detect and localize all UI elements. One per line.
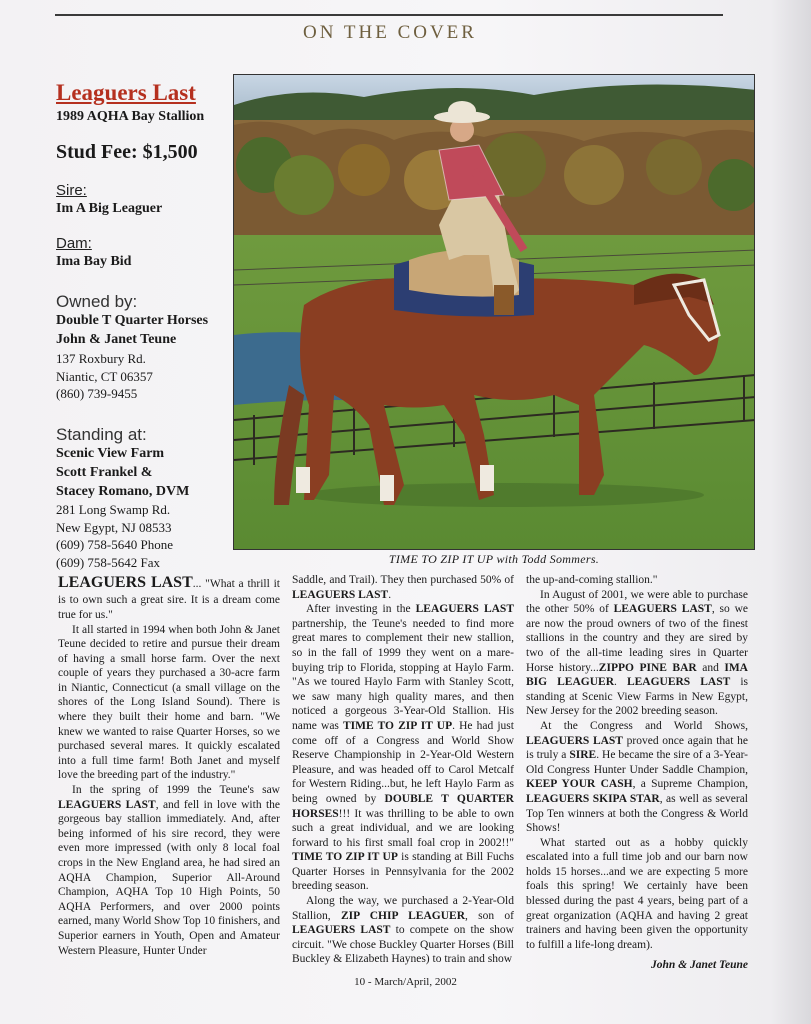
p4-text-e: . He had just come off of a Congress and World Show Reserve Championship in 2-Year-Old Western Pleasure, and was headed off to Carol Metcalf for Western Riding...but, he left Haylo Farm as being owned by	[292, 719, 514, 805]
paragraph-1: It all started in 1994 when both John & Janet Teune decided to retire and pursue their dream of having a small horse farm. Over the next couple of years they purchased a 30-acre farm in Niantic, Connecticut (a small village on the shores of the Long Island Sound). There is where they built their home and barn. "We knew we wanted to raise Quarter Horses, so we purchased several mares. It quickly escalated into a full time farm! Both Janet and myself love the breeding part of the industry."	[58, 623, 280, 782]
standing-street: 281 Long Swamp Rd.	[56, 502, 171, 518]
p4-text-g: !!! It was thrilling to be able to own such a great individual, and we are looking forward to his first small foal crop in 2002!!"	[292, 807, 514, 849]
cover-photo	[233, 74, 755, 550]
standing-fax: (609) 758-5642 Fax	[56, 555, 160, 571]
section-header: ON THE COVER	[303, 22, 477, 43]
article-body	[58, 573, 748, 973]
p7-bold-b: LEAGUERS LAST	[613, 603, 712, 616]
paragraph-6: the up-and-coming stallion."	[526, 574, 658, 586]
dam-label: Dam:	[56, 235, 92, 253]
p8-bold-b: LEAGUERS LAST	[526, 734, 623, 747]
p7-text-i: is standing at Scenic View Farms in New Egypt, New Jersey for the 2002 breeding season.	[526, 676, 749, 718]
p7-bold-h: LEAGUERS LAST	[626, 676, 731, 689]
paragraph-7	[526, 588, 748, 719]
p8-bold-h: LEAGUERS SKIPA STAR	[526, 792, 660, 805]
owned-by-label: Owned by:	[56, 292, 138, 312]
p4-bold-b: LEAGUERS LAST	[415, 603, 514, 616]
lead-text: ... "What a thrill it is to own such a great sire. It is a dream come true for us."	[58, 578, 281, 621]
p4-text-c: partnership, the Teune's needed to find more great mares to complement their new stallion, so in the fall of 1999 they went on a mare-buying trip to Florida, stopping at Haylo Farm. "As we toured Haylo Farm with Stanley Scott, we saw many high quality mares, and then noticed a gorgeous 3-Year-Old Stallion. His name was	[292, 617, 514, 732]
p4-text-a: After investing in the	[306, 603, 416, 616]
p5-text-e: to compete on the show circuit. "We chose Buckley Quarter Horses (Bill Buckley & Elizabeth Haynes) to train and show	[292, 924, 514, 966]
paragraph-4	[292, 602, 514, 894]
p4-bold-f: DOUBLE T QUARTER HORSES	[292, 792, 514, 820]
standing-at-label: Standing at:	[56, 424, 147, 444]
p2-text-c: , and fell in love with the gorgeous bay stallion immediately. And, after being informed of his sire record, they were even more impressed (with only 8 local foal crops in the New England area, he had sired an AQHA Champion, Superior All-Around Champion, AQHA Top 10 High Points, 50 AQHA Performers, and over 2000 points earned, many World Show Top 10 finishers, and Superior earners in Youth, Open and Amateur Western Pleasure, Hunter Under	[58, 798, 280, 957]
p8-text-a: At the Congress and World Shows,	[540, 719, 748, 732]
paragraph-8	[526, 719, 748, 836]
p7-text-a: In August of 2001, we were able to purchase the other 50% of	[526, 588, 748, 616]
owner-names: John & Janet Teune	[56, 332, 177, 348]
p2-text-a: In the spring of 1999 the Teune's saw	[72, 784, 280, 797]
lead-title: LEAGUERS LAST	[58, 574, 193, 591]
paragraph-9: What started out as a hobby quickly escalated into a full time job and our barn now holds 15 horses...and we are expecting 5 more foals this spring! We certainly have been blessed during the past 4 years, being part of a great organization (AQHA and having 2 great trainers and having been given the opportunity to fulfill a life-long dream).	[526, 836, 748, 951]
paragraph-2	[58, 783, 280, 958]
paragraph-5	[292, 894, 514, 967]
p8-text-e: . He became the sire of a 3-Year-Old Congress Hunter Under Saddle Champion,	[526, 749, 748, 776]
paragraph-3	[292, 573, 514, 602]
p5-bold-d: LEAGUERS LAST	[292, 924, 391, 937]
standing-city: New Egypt, NJ 08533	[56, 519, 172, 535]
horse-subtitle: 1989 AQHA Bay Stallion	[56, 109, 205, 125]
stud-fee: Stud Fee: $1,500	[56, 141, 198, 164]
p8-text-g: , a Supreme Champion,	[632, 778, 748, 791]
p3-bold-b: LEAGUERS LAST	[292, 588, 389, 601]
owner-city: Niantic, CT 06357	[56, 368, 153, 384]
p2-bold-b: LEAGUERS LAST	[58, 798, 156, 811]
p7-text-c: , so we are now the proud owners of two of the finest stallions in the country and they are sired by two of the all-time leading sires in Quarter Horse history...	[526, 603, 749, 674]
article-column-3	[526, 573, 748, 973]
p7-text-g: .	[614, 676, 627, 689]
p7-bold-f: IMA BIG LEAGUER	[526, 661, 748, 689]
p4-text-i: is standing at Bill Fuchs Quarter Horses in Pennsylvania for the 2002 breeding season.	[292, 851, 514, 893]
p5-bold-b: ZIP CHIP LEAGUER	[340, 909, 466, 922]
standing-name-1: Scott Frankel &	[56, 464, 153, 480]
p3-text-a: Saddle, and Trail). They then purchased 50% of	[292, 574, 514, 586]
horse-name: Leaguers Last	[56, 80, 196, 105]
article-lead	[58, 573, 280, 623]
p3-text-c: .	[388, 588, 392, 601]
p8-text-i: , as well as several Top Ten winners at both the Congress & World Shows!	[526, 792, 748, 835]
p7-bold-d: ZIPPO PINE BAR	[598, 661, 697, 674]
standing-name-2: Stacey Romano, DVM	[56, 483, 190, 499]
owner-phone: (860) 739-9455	[56, 386, 138, 402]
standing-farm: Scenic View Farm	[56, 445, 165, 461]
p5-text-c: , son of	[465, 909, 514, 922]
owner-street: 137 Roxbury Rd.	[56, 351, 146, 367]
sire-value: Im A Big Leaguer	[56, 201, 163, 217]
article-column-1	[58, 573, 280, 973]
page-footer: 10 - March/April, 2002	[354, 976, 457, 988]
p7-text-e: and	[696, 661, 725, 674]
standing-phone: (609) 758-5640 Phone	[56, 537, 173, 553]
sire-label: Sire:	[56, 182, 87, 200]
p4-bold-h: TIME TO ZIP IT UP	[292, 851, 398, 864]
photo-caption: TIME TO ZIP IT UP with Todd Sommers.	[388, 552, 600, 566]
p4-bold-d: TIME TO ZIP IT UP	[343, 719, 453, 732]
p8-text-c: proved once again that he is truly a	[526, 734, 748, 762]
dam-value: Ima Bay Bid	[56, 254, 132, 270]
horse-and-rider-image	[234, 75, 755, 550]
top-rule	[55, 14, 723, 16]
p5-text-a: Along the way, we purchased a 2-Year-Old Stallion,	[292, 895, 514, 922]
article-signature: John & Janet Teune	[650, 959, 748, 972]
owner-farm: Double T Quarter Horses	[56, 313, 209, 329]
article-column-2	[292, 573, 514, 973]
p8-bold-f: KEEP YOUR CASH	[526, 778, 633, 791]
stallion-info-sidebar	[56, 80, 231, 572]
p8-bold-d: SIRE	[569, 749, 597, 762]
